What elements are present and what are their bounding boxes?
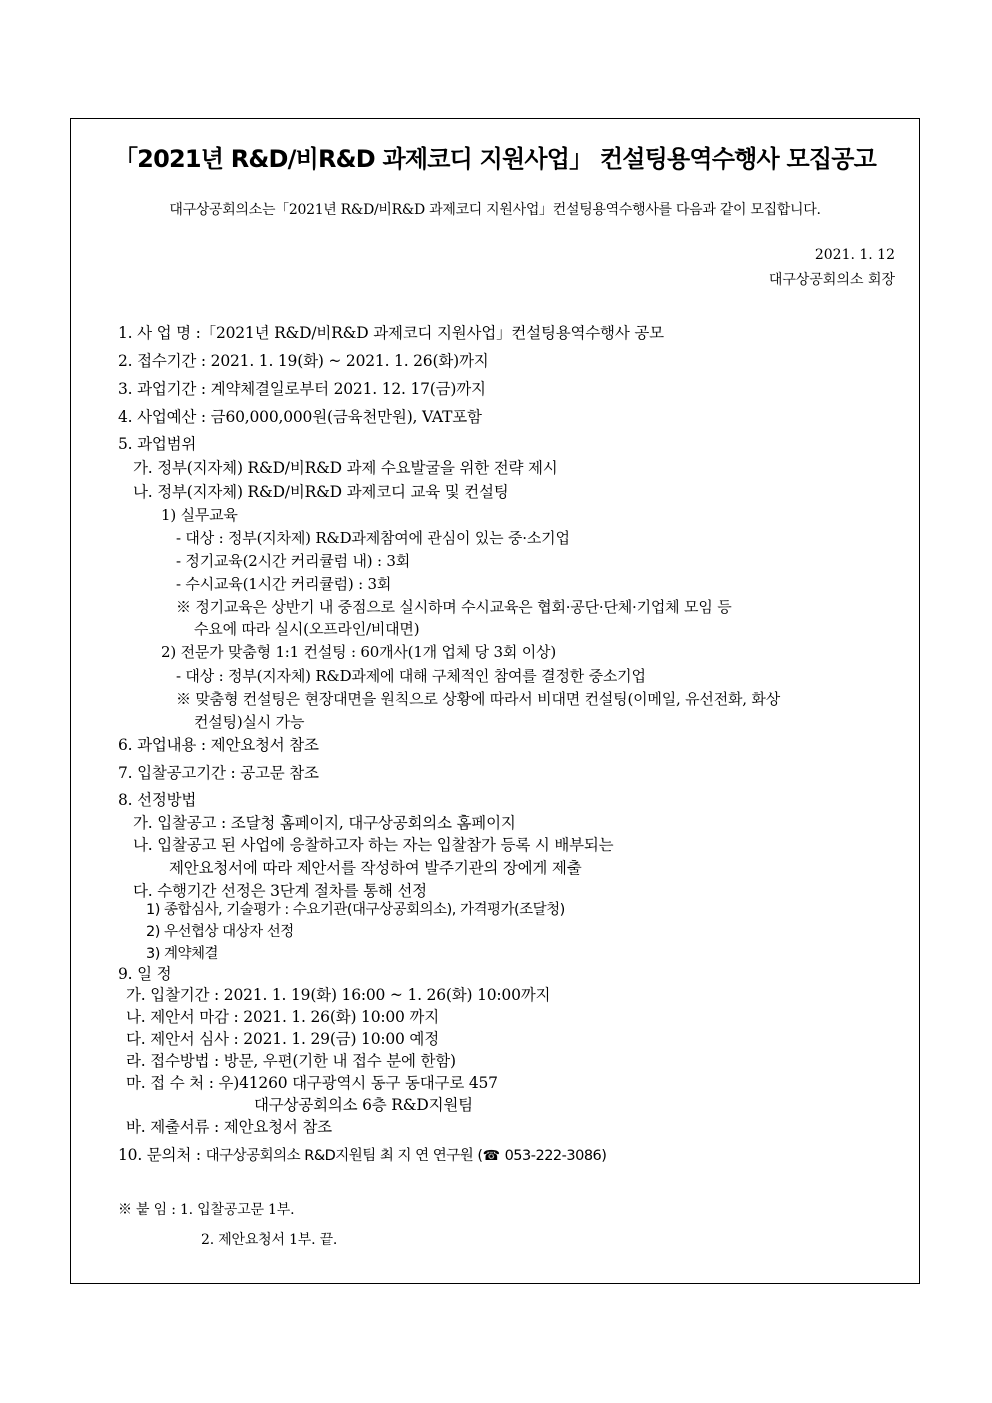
item-9-ga: 가. 입찰기간 : 2021. 1. 19(화) 16:00 ~ 1. 26(화) 10:00까지 — [126, 986, 551, 1004]
item-8-step3: 3) 계약체결 — [146, 946, 219, 962]
item-8-na-line1: 나. 입찰공고 된 사업에 응찰하고자 하는 자는 입찰참가 등록 시 배부되는 — [133, 836, 614, 854]
contact-phone: 053-222-3086) — [504, 1148, 607, 1164]
item-4-budget: 4. 사업예산 : 금60,000,000원(금육천만원), VAT포함 — [118, 408, 482, 426]
item-5-1-target: - 대상 : 정부(지차제) R&D과제참여에 관심이 있는 중·소기업 — [176, 529, 570, 547]
item-9-ma-line1: 마. 접 수 처 : 우)41260 대구광역시 동구 동대구로 457 — [126, 1074, 498, 1092]
item-5-1-note-line2: 수요에 따라 실시(오프라인/비대면) — [194, 620, 420, 638]
item-6-task-content: 6. 과업내용 : 제안요청서 참조 — [118, 736, 319, 754]
item-2-reception-period: 2. 접수기간 : 2021. 1. 19(화) ~ 2021. 1. 26(화)까지 — [118, 352, 489, 370]
item-9-ra: 라. 접수방법 : 방문, 우편(기한 내 접수 분에 한함) — [126, 1052, 456, 1070]
item-5-1-regular: - 정기교육(2시간 커리큘럼 내) : 3회 — [176, 552, 411, 570]
notice-title: 「2021년 R&D/비R&D 과제코디 지원사업」 컨설팅용역수행사 모집공고 — [113, 145, 877, 173]
item-1-project-name: 1. 사 업 명 :「2021년 R&D/비R&D 과제코디 지원사업」컨설팅용역수행사 공모 — [118, 324, 664, 342]
item-5-1-note-line1: ※ 정기교육은 상반기 내 중점으로 실시하며 수시교육은 협회·공단·단체·기업체 모임 등 — [176, 598, 732, 616]
item-8-step2: 2) 우선협상 대상자 선정 — [146, 924, 294, 940]
issuer: 대구상공회의소 회장 — [768, 272, 895, 288]
item-9-da: 다. 제안서 심사 : 2021. 1. 29(금) 10:00 예정 — [126, 1030, 439, 1048]
item-9-ma-line2: 대구상공회의소 6층 R&D지원팀 — [254, 1096, 473, 1114]
item-9-na: 나. 제안서 마감 : 2021. 1. 26(화) 10:00 까지 — [126, 1008, 439, 1026]
contact-prefix: 10. 문의처 : — [118, 1146, 201, 1164]
notice-frame — [70, 118, 920, 1284]
item-5-ga: 가. 정부(지자체) R&D/비R&D 과제 수요발굴을 위한 전략 제시 — [133, 459, 558, 477]
notice-date: 2021. 1. 12 — [814, 247, 895, 263]
item-5-2-note-line2: 컨설팅)실시 가능 — [194, 713, 305, 731]
item-5-2-note-line1: ※ 맞춤형 컨설팅은 현장대면을 원칙으로 상황에 따라서 비대면 컨설팅(이메일, 유선전화, 화상 — [176, 690, 781, 708]
item-5-scope: 5. 과업범위 — [118, 435, 197, 453]
phone-icon: ☎ — [482, 1148, 500, 1164]
item-10-contact — [118, 1143, 606, 1165]
item-9-schedule: 9. 일 정 — [118, 965, 172, 983]
contact-info: 대구상공회의소 R&D지원팀 최 지 연 연구원 ( — [205, 1148, 483, 1164]
item-5-na: 나. 정부(지자체) R&D/비R&D 과제코디 교육 및 컨설팅 — [133, 483, 509, 501]
item-8-ga: 가. 입찰공고 : 조달청 홈페이지, 대구상공회의소 홈페이지 — [133, 814, 516, 832]
item-5-1-occasional: - 수시교육(1시간 커리큘럼) : 3회 — [176, 575, 392, 593]
item-8-da: 다. 수행기간 선정은 3단계 절차를 통해 선정 — [133, 882, 427, 900]
item-8-selection: 8. 선정방법 — [118, 791, 197, 809]
attachment-line1: ※ 붙 임 : 1. 입찰공고문 1부. — [118, 1202, 295, 1218]
item-3-task-period: 3. 과업기간 : 계약체결일로부터 2021. 12. 17(금)까지 — [118, 380, 486, 398]
intro-text: 대구상공회의소는「2021년 R&D/비R&D 과제코디 지원사업」컨설팅용역수행사를 다음과 같이 모집합니다. — [169, 202, 821, 218]
item-5-2-target: - 대상 : 정부(지자체) R&D과제에 대해 구체적인 참여를 결정한 중소기업 — [176, 667, 646, 685]
attachment-line2: 2. 제안요청서 1부. 끝. — [201, 1232, 338, 1248]
item-5-practical-training: 1) 실무교육 — [161, 506, 238, 524]
item-9-ba: 바. 제출서류 : 제안요청서 참조 — [126, 1118, 332, 1136]
item-5-expert-consulting: 2) 전문가 맞춤형 1:1 컨설팅 : 60개사(1개 업체 당 3회 이상) — [161, 643, 556, 661]
item-7-bid-period: 7. 입찰공고기간 : 공고문 참조 — [118, 764, 319, 782]
item-8-na-line2: 제안요청서에 따라 제안서를 작성하여 발주기관의 장에게 제출 — [169, 859, 582, 877]
item-8-step1: 1) 종합심사, 기술평가 : 수요기관(대구상공회의소), 가격평가(조달청) — [146, 902, 565, 918]
